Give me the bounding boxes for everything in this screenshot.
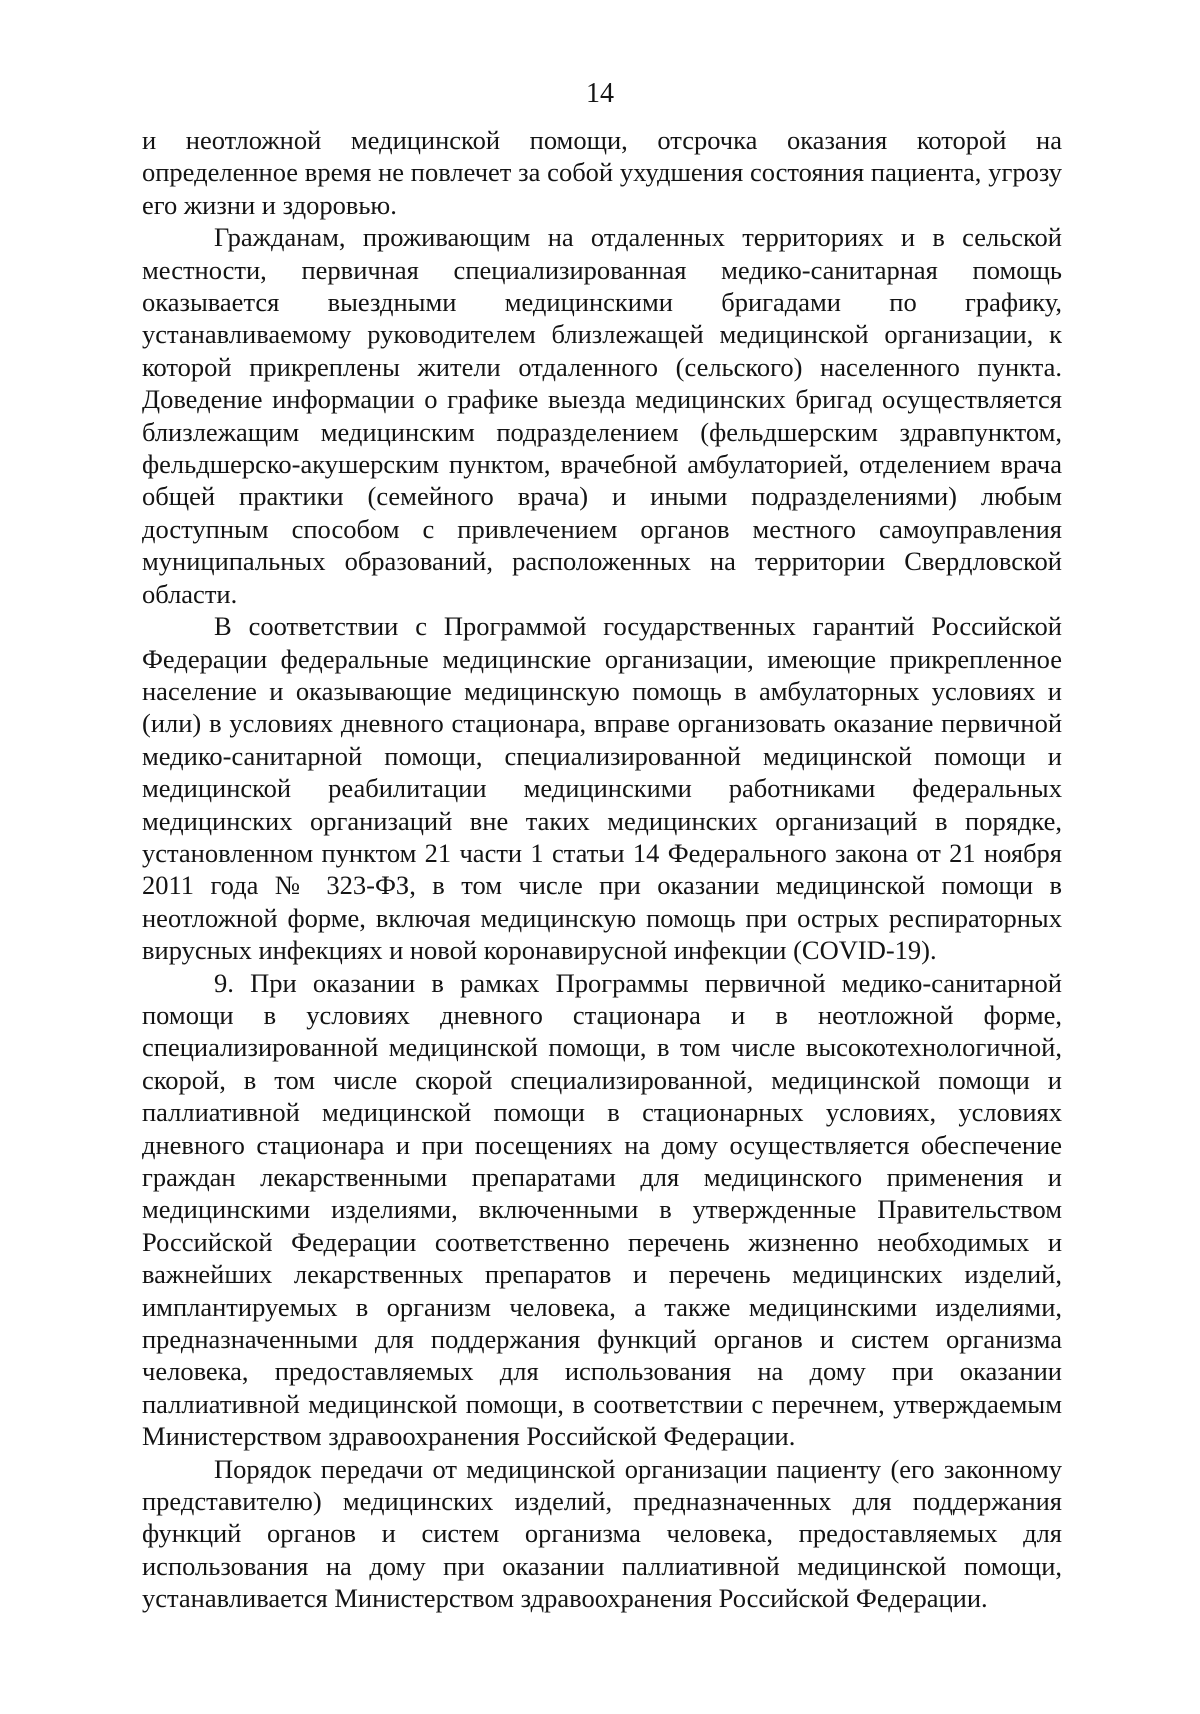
page-number: 14 xyxy=(586,78,614,109)
paragraph-item-9: 9. При оказании в рамках Программы первичной медико-санитарной помощи в условиях дневного стационара и в неотложной форме, специализированной медицинской помощи, в том числе высокотехнологичной, скорой, в том числе скорой специализированной, медицинской помощи и паллиативной медицинской помощи в стационарных условиях, условиях дневного стационара и при посещениях на дому осуществляется обеспечение граждан лекарственными препаратами для медицинского применения и медицинскими изделиями, включенными в утвержденные Правительством Российской Федерации соответственно перечень жизненно необходимых и важнейших лекарственных препаратов и перечень медицинских изделий, имплантируемых в организм человека, а также медицинскими изделиями, предназначенными для поддержания функций органов и систем организма человека, предоставляемых для использования на дому при оказании паллиативной медицинской помощи, в соответствии с перечнем, утверждаемым Министерством здравоохранения Российской Федерации. xyxy=(142,967,1062,1452)
paragraph-continuation: и неотложной медицинской помощи, отсрочка оказания которой на определенное время не повлечет за собой ухудшения состояния пациента, угрозу его жизни и здоровью. xyxy=(142,125,1062,220)
paragraph-remote-territories: Гражданам, проживающим на отдаленных территориях и в сельской местности, первичная специализированная медико-санитарная помощь оказывается выездными медицинскими бригадами по графику, устанавливаемому руководителем близлежащей медицинской организации, к которой прикреплены жители отдаленного (сельского) населенного пункта. Доведение информации о графике выезда медицинских бригад осуществляется близлежащим медицинским подразделением (фельдшерским здравпунктом, фельдшерско-акушерским пунктом, врачебной амбулаторией, отделением врача общей практики (семейного врача) и иными подразделениями) любым доступным способом с привлечением органов местного самоуправления муниципальных образований, расположенных на территории Свердловской области. xyxy=(142,222,1062,609)
paragraph-transfer-procedure: Порядок передачи от медицинской организации пациенту (его законному представителю) медицинских изделий, предназначенных для поддержания функций органов и систем организма человека, предоставляемых для использования на дому при оказании паллиативной медицинской помощи, устанавливается Министерством здравоохранения Российской Федерации. xyxy=(142,1453,1062,1614)
paragraph-federal-organizations: В соответствии с Программой государственных гарантий Российской Федерации федеральные медицинские организации, имеющие прикрепленное население и оказывающие медицинскую помощь в амбулаторных условиях и (или) в условиях дневного стационара, вправе организовать оказание первичной медико-санитарной помощи, специализированной медицинской помощи и медицинской реабилитации медицинскими работниками федеральных медицинских организаций вне таких медицинских организаций в порядке, установленном пунктом 21 части 1 статьи 14 Федерального закона от 21 ноября 2011 года № 323-ФЗ, в том числе при оказании медицинской помощи в неотложной форме, включая медицинскую помощь при острых респираторных вирусных инфекциях и новой коронавирусной инфекции (COVID-19). xyxy=(142,611,1062,966)
document-body xyxy=(142,124,1062,1615)
